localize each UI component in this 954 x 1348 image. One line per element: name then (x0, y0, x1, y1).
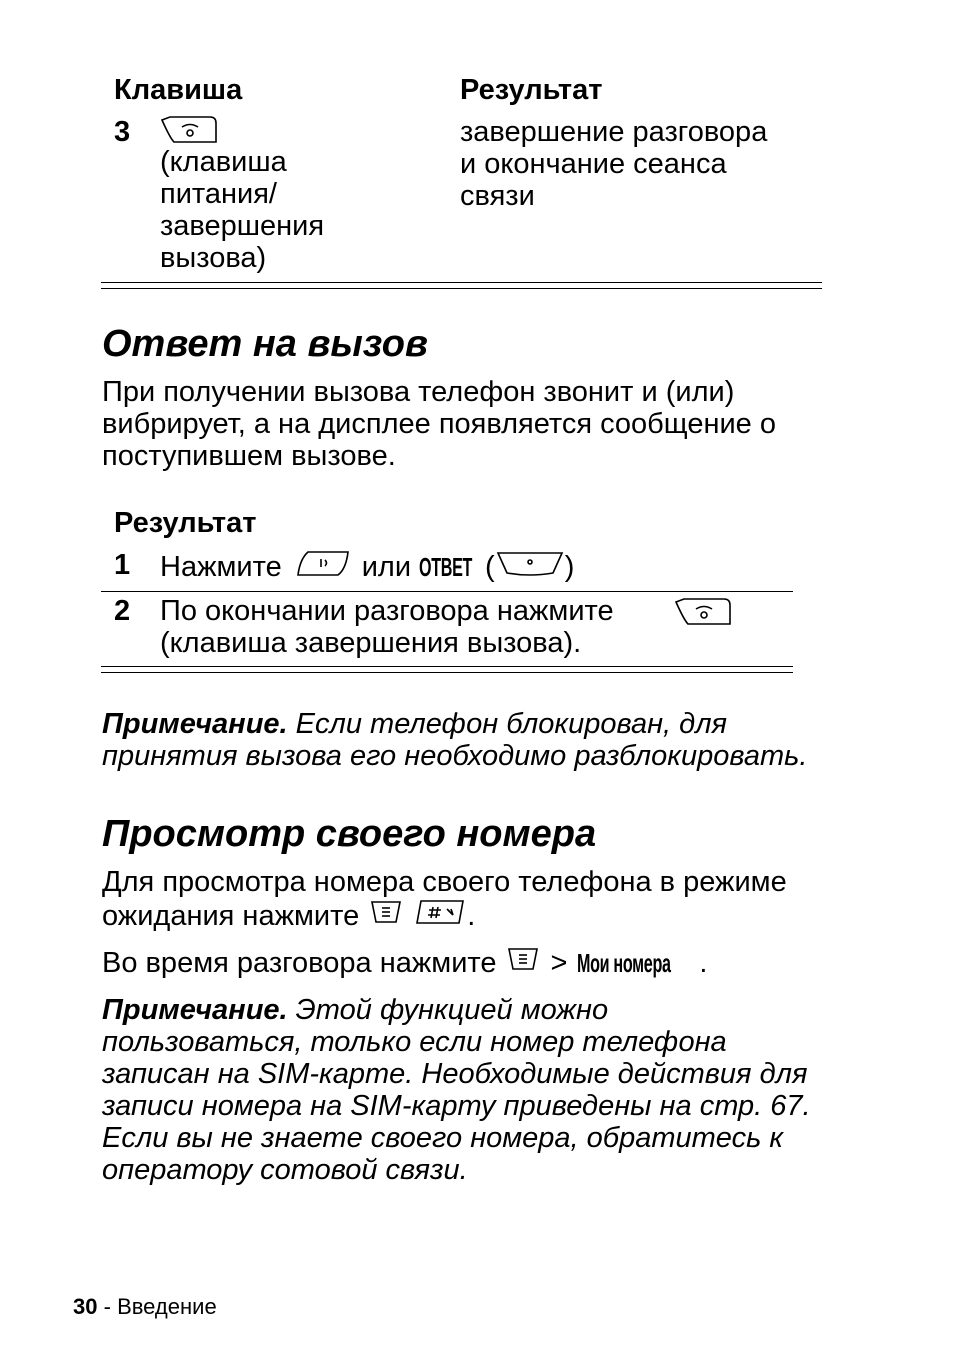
steps-rule-top (101, 666, 793, 667)
note-answer-text-1: Если телефон блокирован, для (295, 708, 728, 740)
my-number-para1-line-1: Для просмотра номера своего телефона в режиме (102, 866, 787, 898)
my-number-para1-text: ожидания нажмите (102, 899, 360, 932)
table-header-key: Клавиша (114, 74, 243, 106)
page-footer (73, 1294, 217, 1320)
step-2-line-1: По окончании разговора нажмите (160, 595, 614, 627)
page-number: 30 (73, 1294, 98, 1319)
steps-header-result: Результат (114, 507, 257, 539)
step-1-or: или (361, 550, 412, 583)
answer-intro-line-1: При получении вызова телефон звонит и (или) (102, 376, 735, 408)
section-title-answer: Ответ на вызов (102, 323, 428, 365)
note-number-line-1 (102, 994, 608, 1026)
center-select-key-icon (495, 549, 565, 584)
table-header-result: Результат (460, 74, 603, 106)
end-call-key-icon (674, 596, 734, 633)
answer-intro-line-3: поступившем вызове. (102, 440, 396, 472)
note-number-line-3: записан на SIM-карте. Необходимые действия для (102, 1058, 808, 1090)
soft-key-label-answer-text: ОТВЕТ (419, 551, 473, 582)
menu-key-icon (506, 946, 540, 979)
key-description-line-2: питания/ (160, 178, 277, 210)
steps-rule-bottom (101, 672, 793, 673)
hash-key-icon (413, 898, 467, 933)
step-1-press: Нажмите (160, 550, 282, 583)
note-answer-line-2: принятия вызова его необходимо разблокировать. (102, 740, 808, 772)
key-description-line-3: завершения (160, 210, 325, 242)
my-number-para2 (102, 946, 707, 979)
step-1-close-paren: ) (564, 550, 575, 583)
my-number-para1-end: . (467, 899, 476, 932)
table-rule-top (101, 282, 822, 283)
footer-separator: - (103, 1294, 111, 1319)
step-2-number: 2 (114, 595, 131, 627)
section-title-my-number: Просмотр своего номера (102, 813, 597, 855)
note-number-text-1: Этой функцией можно (295, 994, 609, 1026)
my-number-para2-end: . (699, 946, 708, 979)
note-number-line-5: Если вы не знаете своего номера, обратитесь к (102, 1122, 784, 1154)
note-number-line-2: пользоваться, только если номер телефона (102, 1026, 727, 1058)
my-number-para2-text: Во время разговора нажмите (102, 946, 497, 979)
menu-item-my-numbers (577, 947, 699, 979)
table-rule-bottom (101, 288, 822, 289)
step-divider (101, 591, 793, 592)
footer-section: Введение (117, 1294, 217, 1319)
note-number-line-4: записи номера на SIM-карту приведены на стр. 67. (102, 1090, 811, 1122)
soft-key-label-answer (419, 551, 479, 583)
answer-intro-line-2: вибрирует, а на дисплее появляется сообщение о (102, 408, 776, 440)
result-line-1: завершение разговора (460, 116, 768, 148)
note-number-line-6: оператору сотовой связи. (102, 1154, 468, 1186)
menu-key-icon (369, 899, 403, 932)
result-line-3: связи (460, 180, 535, 212)
result-line-2: и окончание сеанса (460, 148, 727, 180)
menu-item-my-numbers-text: Мои номера (577, 947, 672, 978)
row-number: 3 (114, 116, 131, 148)
my-number-para1-line-2 (102, 898, 475, 933)
key-description-line-1: (клавиша (160, 146, 287, 178)
note-answer-line-1 (102, 708, 727, 740)
step-1-open-paren: ( (485, 550, 495, 583)
step-1-number: 1 (114, 549, 131, 581)
menu-path-separator: > (550, 946, 568, 979)
send-call-key-icon (294, 549, 350, 584)
step-1-text (160, 549, 574, 584)
key-description-line-4: вызова) (160, 242, 267, 274)
note-label: Примечание. (102, 708, 288, 740)
note-label: Примечание. (102, 994, 288, 1026)
step-2-line-2: (клавиша завершения вызова). (160, 627, 582, 659)
